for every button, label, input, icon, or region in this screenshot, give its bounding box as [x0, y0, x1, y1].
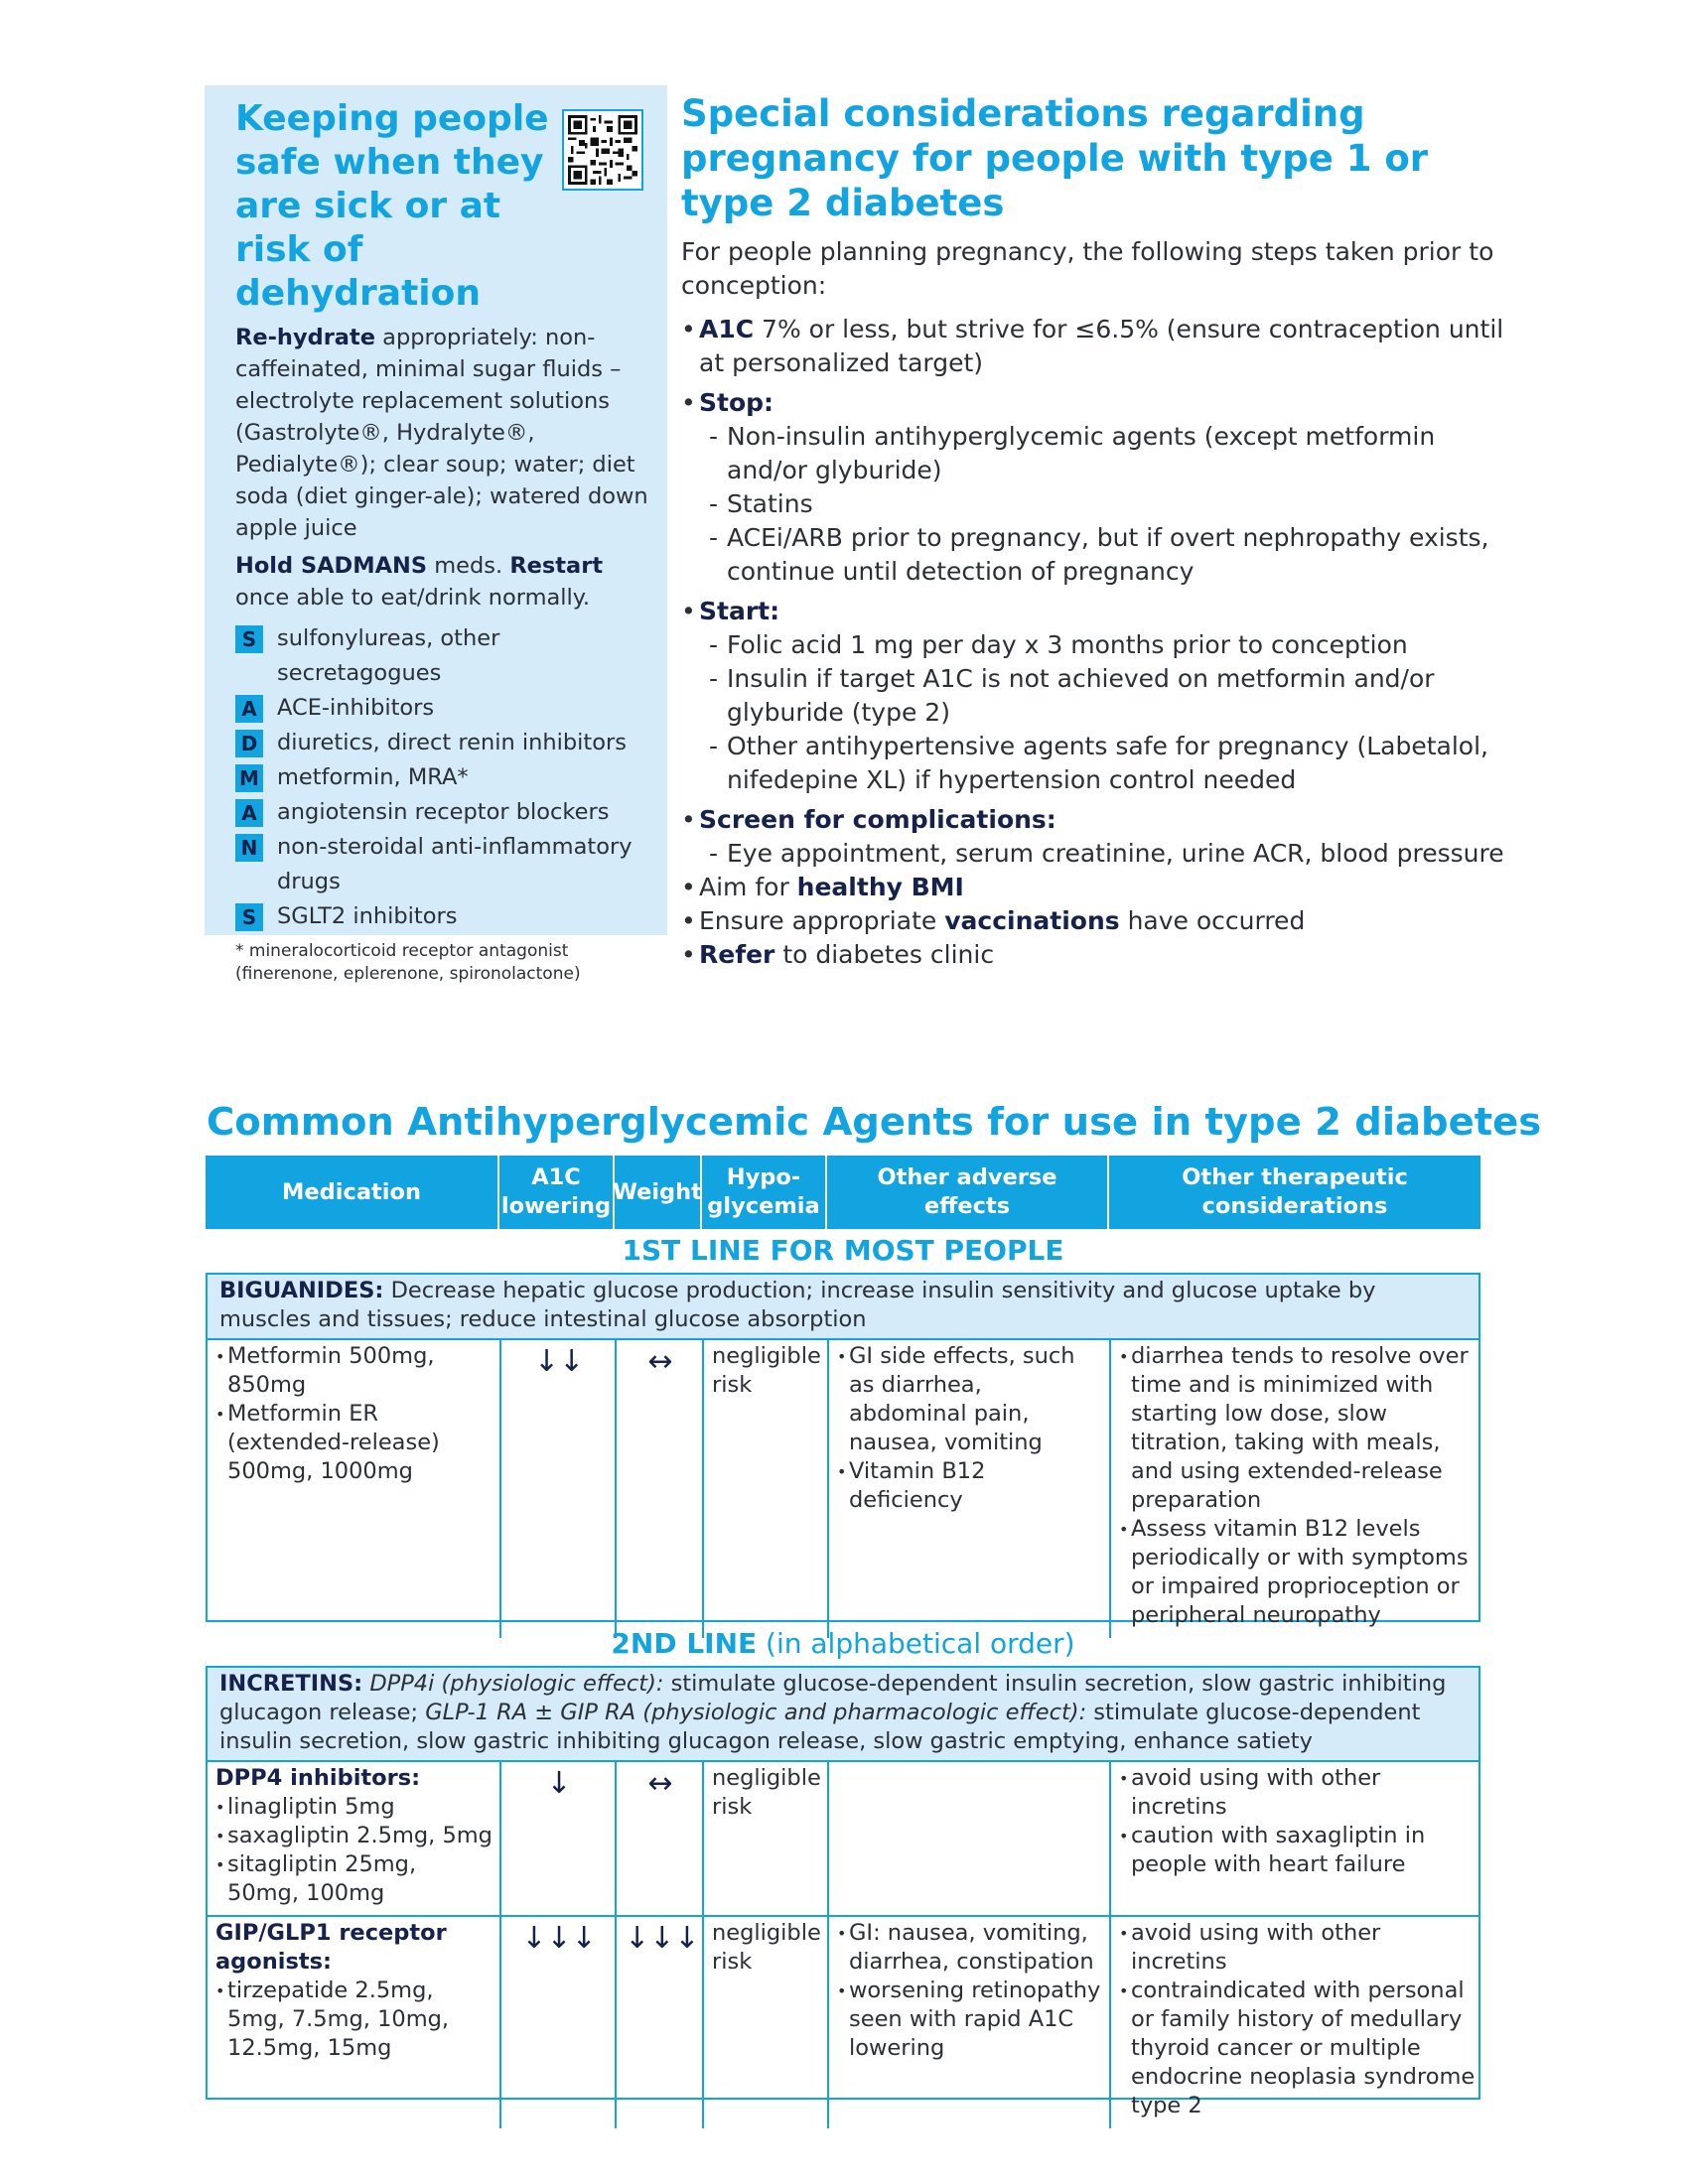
header-considerations: Other therapeutic considerations	[1182, 1164, 1408, 1219]
screen-label: Screen for complications:	[699, 805, 1056, 834]
a1c-item	[681, 313, 1515, 380]
rehydrate-text: appropriately: non-caffeinated, minimal sugar fluids – electrolyte replacement solutions (Gastrolyte®, Hydralyte®, Pedialyte®); clear soup; water; diet soda (diet ginger-ale); watered down apple juice	[235, 325, 648, 541]
refer-text: to diabetes clinic	[774, 940, 995, 969]
adverse-effects-cell	[829, 1762, 1111, 1916]
refer-label: Refer	[699, 940, 775, 969]
consideration-item: • Assess vitamin B12 levels periodically or with symptoms or impaired proprioception or peripheral neuropathy	[1119, 1515, 1477, 1630]
pregnancy-section	[681, 91, 1515, 972]
adverse-effects-cell	[829, 1917, 1111, 2128]
considerations-cell	[1111, 1917, 1482, 2128]
drug-class-name: DPP4 inhibitors:	[215, 1765, 421, 1791]
biguanides-description	[208, 1275, 1478, 1340]
stop-subitem: - Statins	[709, 487, 1515, 521]
biguanides-group	[206, 1273, 1480, 1628]
consideration-item: • avoid using with other incretins	[1119, 1764, 1477, 1822]
medication-item: • Metformin 500mg, 850mg	[215, 1342, 493, 1400]
hypoglycemia-cell: negligible risk	[704, 1340, 829, 1638]
sadmans-text: non-steroidal anti-inflammatory drugs	[277, 834, 633, 894]
adverse-item: • GI: nausea, vomiting, diarrhea, constipation	[837, 1919, 1103, 1977]
mra-footnote: * mineralocorticoid receptor antagonist (finerenone, eplerenone, spironolactone)	[235, 941, 581, 984]
sick-day-panel	[205, 85, 667, 984]
incretins-glp1-text: stimulate glucose-dependent insulin secretion, slow gastric inhibiting glucagon release, slow gastric emptying, enhance satiety	[219, 1700, 1421, 1754]
table-row	[208, 1340, 1478, 1628]
medication-cell	[208, 1917, 501, 2128]
header-a1c-lowering: A1C lowering	[499, 1156, 615, 1229]
second-line-note: (in alphabetical order)	[757, 1627, 1075, 1660]
biguanides-text: Decrease hepatic glucose production; increase insulin sensitivity and glucose uptake by muscles and tissues; reduce intestinal glucose absorption	[219, 1278, 1376, 1332]
medication-item: • sitagliptin 25mg, 50mg, 100mg	[215, 1850, 493, 1908]
hold-paragraph	[235, 550, 653, 614]
incretins-label: INCRETINS:	[219, 1671, 363, 1697]
hold-text: meds.	[427, 553, 510, 579]
header-medication: Medication	[206, 1156, 499, 1229]
considerations-cell	[1111, 1762, 1482, 1916]
a1c-text: 7% or less, but strive for ≤6.5% (ensure contraception until at personalized target)	[699, 315, 1504, 377]
sadmans-item	[235, 899, 653, 934]
pregnancy-intro: For people planning pregnancy, the following steps taken prior to conception:	[681, 237, 1494, 300]
consideration-item: • contraindicated with personal or family history of medullary thyroid cancer or multiple endocrine neoplasia syndrome type 2	[1119, 1977, 1477, 2120]
sadmans-item	[235, 691, 653, 726]
second-line-label: 2ND LINE	[611, 1627, 758, 1660]
sadmans-list	[235, 621, 653, 934]
hypoglycemia-cell: negligible risk	[704, 1762, 829, 1916]
stop-subitem: - Non-insulin antihyperglycemic agents (except metformin and/or glyburide)	[709, 420, 1515, 487]
sadmans-text: sulfonylureas, other secretagogues	[277, 625, 500, 686]
a1c-label: A1C	[699, 315, 755, 343]
pregnancy-title: Special considerations regarding pregnancy for people with type 1 or type 2 diabetes	[681, 92, 1429, 224]
start-subitem: - Insulin if target A1C is not achieved on metformin and/or glyburide (type 2)	[709, 662, 1515, 730]
vaccination-item	[681, 904, 1515, 938]
sadmans-text: angiotensin receptor blockers	[277, 799, 610, 825]
incretins-glp1-effect: GLP-1 RA ± GIP RA (physiologic and pharmacologic effect):	[425, 1700, 1087, 1725]
adverse-item: • Vitamin B12 deficiency	[837, 1457, 1103, 1515]
weight-cell: ↔	[617, 1762, 704, 1916]
sadmans-item	[235, 726, 653, 760]
sadmans-text: SGLT2 inhibitors	[277, 903, 458, 929]
adverse-effects-cell	[829, 1340, 1111, 1638]
sadmans-item	[235, 795, 653, 830]
header-adverse-effects: Other adverse effects	[827, 1156, 1109, 1229]
start-label: Start:	[699, 597, 780, 625]
rehydrate-paragraph	[235, 322, 653, 544]
sadmans-letter: S	[235, 903, 263, 931]
start-item	[681, 595, 1515, 797]
hold-label: Hold SADMANS	[235, 553, 428, 579]
adverse-item: • worsening retinopathy seen with rapid A1C lowering	[837, 1977, 1103, 2063]
stop-subitem: - ACEi/ARB prior to pregnancy, but if overt nephropathy exists, continue until detection of pregnancy	[709, 521, 1515, 589]
sadmans-letter: D	[235, 730, 263, 757]
start-subitem: - Other antihypertensive agents safe for pregnancy (Labetalol, nifedepine XL) if hypertension control needed	[709, 730, 1515, 797]
sadmans-letter: A	[235, 695, 263, 723]
consideration-item: • caution with saxagliptin in people with heart failure	[1119, 1822, 1477, 1879]
bmi-text: Aim for	[699, 873, 797, 901]
stop-sublist	[699, 420, 1515, 589]
screen-subitem: - Eye appointment, serum creatinine, urine ACR, blood pressure	[709, 837, 1515, 871]
hypoglycemia-cell: negligible risk	[704, 1917, 829, 2128]
a1c-lowering-cell: ↓↓	[501, 1340, 617, 1638]
sadmans-letter: S	[235, 625, 263, 653]
consideration-item: • avoid using with other incretins	[1119, 1919, 1477, 1977]
sadmans-item	[235, 830, 653, 899]
sick-day-title: Keeping people safe when they are sick or at risk of dehydration	[235, 98, 549, 314]
sadmans-text: ACE-inhibitors	[277, 695, 435, 721]
screen-sublist	[699, 837, 1515, 871]
start-subitem: - Folic acid 1 mg per day x 3 months prior to conception	[709, 628, 1515, 662]
restart-label: Restart	[509, 553, 604, 579]
incretins-description	[208, 1668, 1478, 1762]
vaccination-label: vaccinations	[944, 906, 1120, 935]
incretins-group	[206, 1666, 1480, 2118]
agents-table	[206, 1156, 1480, 2118]
medication-item: • saxagliptin 2.5mg, 5mg	[215, 1822, 493, 1850]
medication-item: • tirzepatide 2.5mg, 5mg, 7.5mg, 10mg, 12.5mg, 15mg	[215, 1977, 493, 2063]
bmi-item	[681, 871, 1515, 904]
incretins-dpp4-effect: DPP4i (physiologic effect):	[369, 1671, 664, 1697]
rehydrate-label: Re-hydrate	[235, 325, 376, 350]
vaccination-pre: Ensure appropriate	[699, 906, 945, 935]
screen-item	[681, 803, 1515, 871]
considerations-cell	[1111, 1340, 1482, 1638]
sadmans-letter: N	[235, 834, 263, 862]
qr-code-icon[interactable]	[562, 109, 643, 191]
header-weight: Weight	[615, 1156, 702, 1229]
refer-item	[681, 938, 1515, 972]
header-hypoglycemia: Hypo-glycemia	[702, 1156, 827, 1229]
first-line-heading: 1ST LINE FOR MOST PEOPLE	[622, 1234, 1064, 1267]
table-row	[208, 1762, 1478, 1915]
consideration-item: • diarrhea tends to resolve over time and is minimized with starting low dose, slow titration, taking with meals, and using extended-release preparation	[1119, 1342, 1477, 1515]
bmi-label: healthy BMI	[796, 873, 964, 901]
medication-cell	[208, 1340, 501, 1638]
sadmans-letter: A	[235, 799, 263, 827]
restart-text: once able to eat/drink normally.	[235, 585, 591, 611]
a1c-lowering-cell: ↓↓↓	[501, 1917, 617, 2128]
adverse-item: • GI side effects, such as diarrhea, abdominal pain, nausea, vomiting	[837, 1342, 1103, 1457]
vaccination-post: have occurred	[1119, 906, 1306, 935]
sadmans-item	[235, 621, 653, 691]
stop-item	[681, 386, 1515, 589]
a1c-lowering-cell: ↓	[501, 1762, 617, 1916]
medication-item: • linagliptin 5mg	[215, 1793, 493, 1822]
stop-label: Stop:	[699, 388, 774, 417]
incretins-dpp4-text: stimulate glucose-dependent insulin secretion, slow gastric inhibiting glucagon release;	[219, 1671, 1447, 1725]
agents-title: Common Antihyperglycemic Agents for use in type 2 diabetes	[207, 1100, 1542, 1145]
sadmans-item	[235, 760, 653, 795]
table-row	[208, 1915, 1478, 2118]
weight-cell: ↓↓↓	[617, 1917, 704, 2128]
medication-item: • Metformin ER (extended-release) 500mg, 1000mg	[215, 1400, 493, 1486]
biguanides-label: BIGUANIDES:	[219, 1278, 384, 1303]
start-sublist	[699, 628, 1515, 797]
sadmans-letter: M	[235, 764, 263, 792]
pregnancy-list	[681, 313, 1515, 972]
medication-cell	[208, 1762, 501, 1916]
sadmans-text: diuretics, direct renin inhibitors	[277, 730, 627, 755]
sadmans-text: metformin, MRA*	[277, 764, 469, 790]
table-header-row	[206, 1156, 1480, 1229]
weight-cell: ↔	[617, 1340, 704, 1638]
drug-class-name: GIP/GLP1 receptor agonists:	[215, 1920, 447, 1975]
